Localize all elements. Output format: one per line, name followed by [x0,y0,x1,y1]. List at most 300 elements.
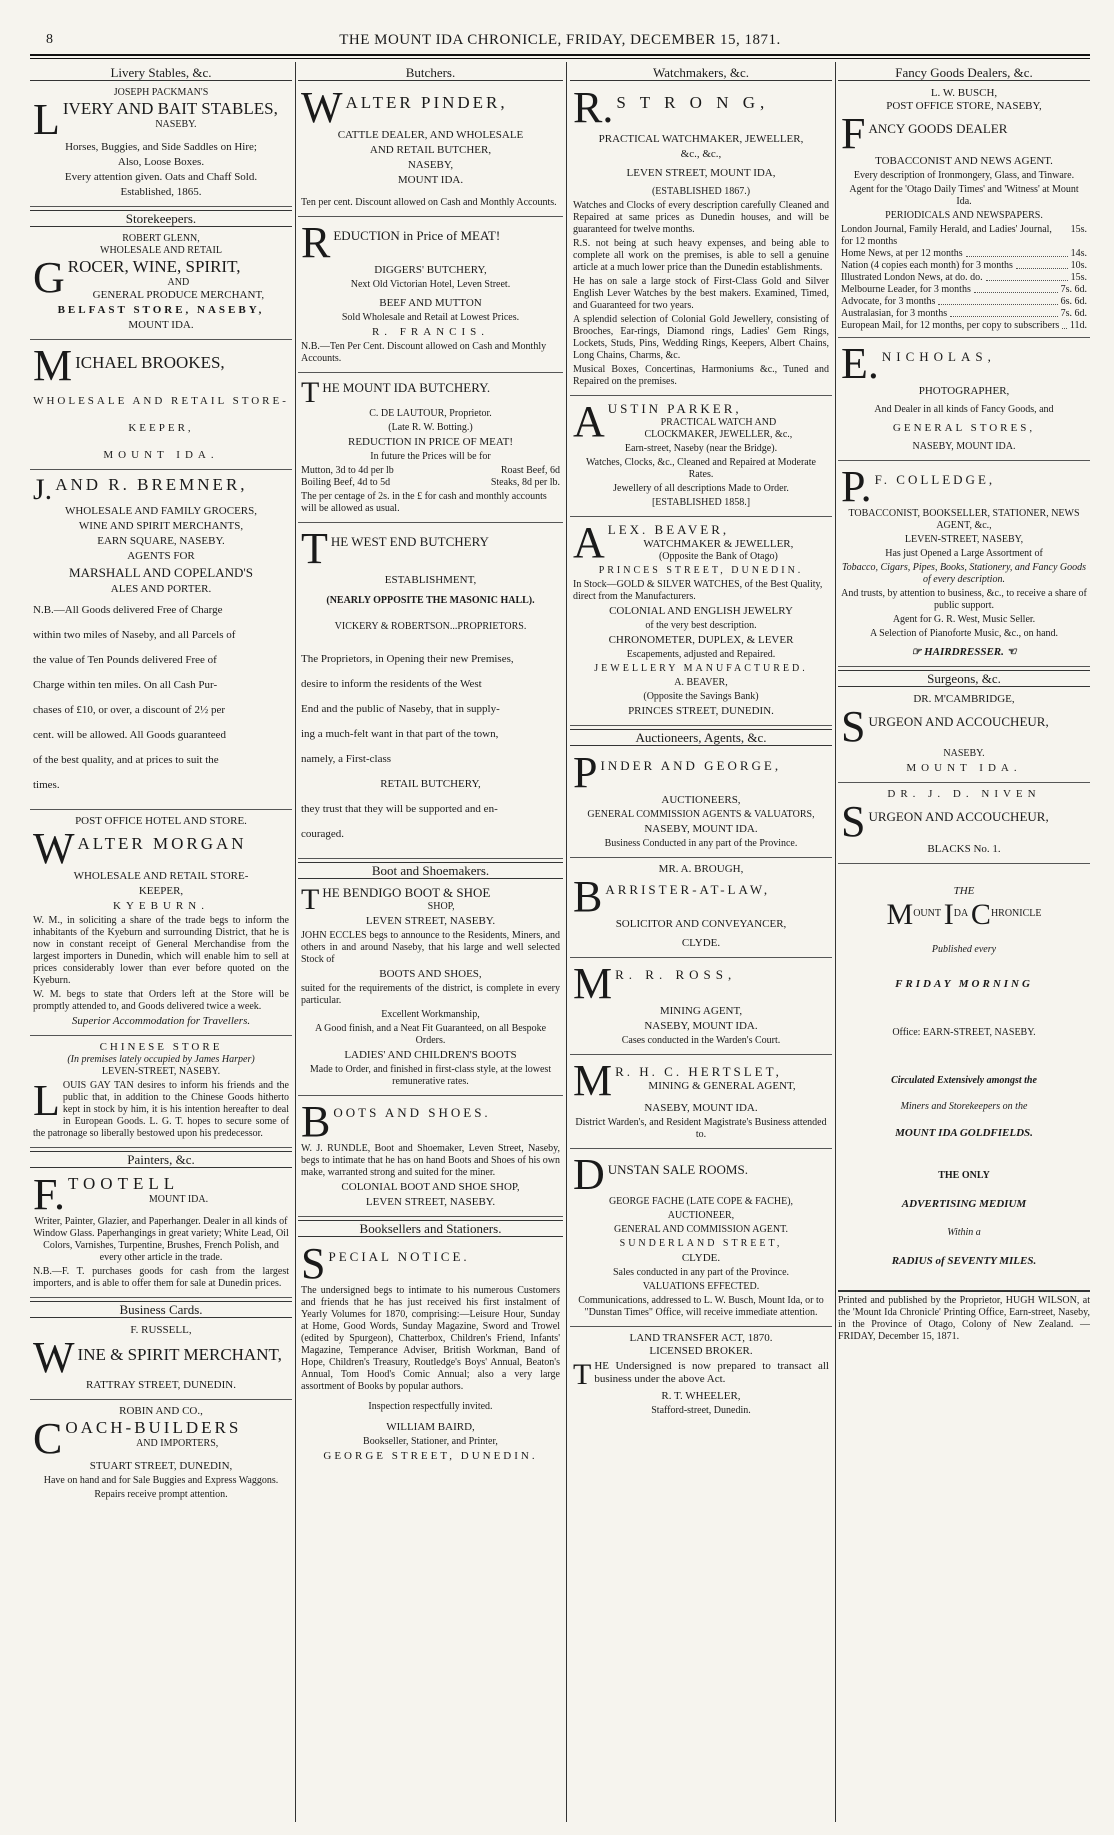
drop-cap: A [573,518,605,567]
ad-text: couraged. [301,828,345,840]
drop-cap: F. [33,1170,65,1219]
ad-text: JEWELLERY MANUFACTURED. [594,663,808,674]
drop-cap: T [301,883,320,916]
ad-text: MOUNT IDA GOLDFIELDS. [895,1127,1033,1139]
price-item: Mutton, 3d to 4d per lb [301,465,394,476]
ad-text: WILLIAM BAIRD, [386,1421,475,1433]
ad-text: W. M., in soliciting a share of the trade begs to inform the inhabitants of the Kyeburn and surrounding District, that he is now in constant receipt of General Merchandise from the largest importers in Dunedin, which will enable him to sell at prices considerably lower than ever before quoted on the Kyeburn. [33,915,289,986]
ad-header: LAND TRANSFER ACT, 1870. [629,1332,773,1344]
ad-text: AGENTS FOR [127,550,195,562]
column-divider [835,62,836,1822]
ad-text: SOLICITOR AND CONVEYANCER, [615,918,787,930]
drop-cap: S [301,1239,326,1288]
column-2 [298,62,563,1822]
ad-owner: JOSEPH PACKMAN'S [113,87,209,98]
drop-cap: M [573,959,613,1008]
price-item: Roast Beef, 6d [500,465,560,476]
drop-cap: D [573,1150,605,1199]
ad-text: PRINCES STREET, DUNEDIN. [628,705,774,717]
ad-text: BELFAST STORE, NASEBY, [57,304,265,316]
title-part: HRONICLE [990,908,1042,919]
ad-morgan [30,813,292,1036]
ad-title: ALTER PINDER, [345,93,508,112]
ad-place: MOUNT IDA. [397,174,464,186]
ad-text: WHOLESALE AND RETAIL STORE- [33,395,289,407]
ad-title: HE WEST END BUTCHERY [330,534,489,549]
ad-text: Every attention given. Oats and Chaff Sold. [64,171,258,183]
ad-text: PRACTICAL WATCHMAKER, JEWELLER, [598,133,804,145]
ad-bendigo [298,883,563,1096]
ad-land-transfer [570,1330,832,1424]
top-rule-thin [30,58,1090,59]
masthead [30,30,1090,52]
ad-text: WHOLESALE AND RETAIL [100,245,222,256]
ad-place: NASEBY. [155,119,197,130]
drop-cap: W [33,824,75,873]
ad-text: the value of Ten Pounds delivered Free of [33,654,217,666]
masthead-title: THE MOUNT IDA CHRONICLE, FRIDAY, DECEMBER 15, 1871. [339,32,781,48]
ad-text: RATTRAY STREET, DUNEDIN. [86,1379,236,1391]
ad-text: Have on hand and for Sale Buggies and Express Waggons. [43,1475,279,1486]
leader-dots [986,272,1068,281]
ad-text: RADIUS of SEVENTY MILES. [891,1255,1037,1267]
ad-text: (Opposite the Bank of Otago) [658,551,778,562]
periodical-row [841,320,1087,332]
page-number: 8 [46,32,54,47]
periodical-price: 15s. [1070,272,1087,283]
ad-text: Communications, addressed to L. W. Busch, Mount Ida, or to "Dunstan Times" Office, will receive immediate attention. [578,1295,824,1318]
ad-text: REDUCTION IN PRICE OF MEAT! [348,436,513,448]
periodical-row [841,308,1087,320]
ad-text: ALES AND PORTER. [110,583,212,595]
ad-text: Established, 1865. [120,186,202,198]
drop-cap: P. [841,462,872,511]
periodical-name: Melbourne Leader, for 3 months [841,284,971,295]
ad-text: AND IMPORTERS, [136,1438,219,1449]
periodical-row [841,224,1087,248]
ad-text: MARSHALL AND COPELAND'S [69,565,253,580]
ad-text: R. T. WHEELER, [661,1390,741,1402]
ad-text: GEORGE FACHE (LATE COPE & FACHE), [608,1196,794,1207]
ad-place: CLYDE. [681,1252,721,1264]
ad-text: RETAIL BUTCHERY, [380,778,481,790]
ad-text: Also, Loose Boxes. [117,156,205,168]
ad-text: Agent for the 'Otago Daily Times' and 'Witness' at Mount Ida. [849,184,1079,207]
ad-text: Every description of Ironmongery, Glass, and Tinware. [853,170,1075,181]
price-row [301,465,560,477]
ad-text: SHOP, [427,901,455,912]
ad-text: A Good finish, and a Neat Fit Guaranteed, on all Bespoke Orders. [314,1023,547,1046]
drop-cap: A [573,397,605,446]
ad-text: PERIODICALS AND NEWSPAPERS. [885,210,1043,221]
ad-baird [298,1241,563,1470]
ad-text: W. J. RUNDLE, Boot and Shoemaker, Leven Street, Naseby, begs to intimate that he has on hand Boots and Shoes of his own make, warranted strong and suited for the miner. [301,1143,560,1178]
ad-text: AND [167,277,190,288]
ad-text: KEEPER, [138,885,184,897]
ad-russell [30,1322,292,1400]
periodical-name: London Journal, Family Herald, and Ladies' Journal, for 12 months [841,224,1052,247]
section-heading: Butchers. [298,65,563,81]
ad-title: PECIAL NOTICE. [328,1249,470,1264]
ad-nicholas [838,341,1090,461]
ad-text: End and the public of Naseby, that in supply- [301,703,500,715]
ad-text: namely, a First-class [301,753,392,765]
drop-cap: L [33,95,60,144]
pointing-hand-icon: ☞ [911,646,922,658]
ad-text: of the very best description. [645,620,757,631]
drop-cap: T [301,376,320,409]
ad-ross [570,961,832,1055]
ad-title: USTIN PARKER, [607,401,742,416]
ad-text: GENERAL AND COMMISSION AGENT. [614,1224,788,1235]
ad-text: NASEBY. [943,748,985,759]
ad-text: PRACTICAL WATCH AND [660,417,777,428]
ad-text: TOBACCONIST AND NEWS AGENT. [875,155,1053,167]
hairdresser-label: HAIRDRESSER. [924,646,1004,658]
price-row [301,477,560,489]
ad-text: BOOTS AND SHOES, [379,968,482,980]
ad-place: LEVEN-STREET, NASEBY. [101,1066,221,1077]
ad-text: N.B.—All Goods delivered Free of Charge [33,604,223,616]
title-part: DA [953,908,969,919]
ad-text: Repairs receive prompt attention. [94,1489,228,1500]
ad-text: BEEF AND MUTTON [379,297,482,309]
ad-dunstan [570,1152,832,1327]
ad-text: EARN SQUARE, NASEBY. [97,535,225,547]
ad-text: Tobacco, Cigars, Pipes, Books, Stationery, and Fancy Goods of every description. [841,562,1087,585]
ad-text: Charge within ten miles. On all Cash Pur- [33,679,218,691]
ad-beaver [570,520,832,726]
leader-dots [938,296,1057,305]
ad-title: EDUCTION in Price of MEAT! [333,228,501,243]
periodical-price: 10s. [1070,260,1087,271]
drop-cap: C [970,898,991,931]
ad-text: Superior Accommodation for Travellers. [71,1015,251,1027]
ad-place: CLYDE. [681,937,721,949]
ad-text: The undersigned begs to intimate to his numerous Customers and friends that he has just received his first instalment of Yearly Volumes for 1870, comprising:—Leisure Hour, Sunday at Home, Good Words, Sunday Magazine, Sword and Trowel (edited by Spurgeon), Chatterbox, Children's Friend, Infants' Magazine, Temperance Adviser, British Workman, Band of Hope, Children's Treasury, Routledge's Boys' Annual, Beaton's Annual, Tom Hood's Comic Annual; also a very large assortment of Books by popular authors. [301,1285,560,1392]
ad-pinder [298,85,563,217]
ad-text: Jewellery of all descriptions Made to Order. [613,483,789,494]
column-4 [838,62,1090,1822]
drop-cap: T [301,524,328,573]
ad-text: AUCTIONEERS, [661,794,741,806]
ad-text: (Opposite the Savings Bank) [643,691,759,702]
ad-text: A splendid selection of Colonial Gold Jewellery, consisting of Brooches, Ear-rings, Diamond rings, Ladies' Gem Rings, Lockets, Studs, Pins, Wedding Rings, Keepers, Albert Chains, Long Chains, Charms, &c. [573,314,829,361]
ad-title: ANCY GOODS DEALER [868,121,1008,136]
ad-text: they trust that they will be supported and en- [301,803,498,815]
ad-owner: DR. J. D. NIVEN [887,788,1041,800]
ad-text: And trusts, by attention to business, &c., to receive a share of public support. [841,588,1087,611]
ad-title: AND R. BREMNER, [55,475,248,494]
ad-glenn [30,231,292,340]
ad-text: JOHN ECCLES begs to announce to the Residents, Miners, and others in and around Naseby, that his large and well selected Stock of [301,930,560,965]
drop-cap: M [886,898,914,931]
pointing-hand-icon: ☜ [1006,646,1017,658]
drop-cap: S [841,702,866,751]
ad-text: In Stock—GOLD & SILVER WATCHES, of the Best Quality, direct from the Manufacturers. [573,579,823,602]
ad-text: LADIES' AND CHILDREN'S BOOTS [344,1049,517,1061]
ad-text: WATCHMAKER & JEWELLER, [643,538,794,550]
ad-text: STUART STREET, DUNEDIN, [89,1460,233,1472]
ad-title: INE & SPIRIT MERCHANT, [77,1345,282,1364]
ad-text: VALUATIONS EFFECTED. [642,1281,760,1292]
ad-title: S T R O N G, [616,93,770,112]
ad-text: Escapements, adjusted and Repaired. [626,649,776,660]
ad-text: TOBACCONIST, BOOKSELLER, STATIONER, NEWS AGENT, &c., [848,508,1080,531]
section-heading: Auctioneers, Agents, &c. [570,729,832,746]
periodical-price: 6s. 6d. [1060,296,1087,307]
periodical-name: European Mail, for 12 months, per copy to subscribers [841,320,1060,331]
title-part: OUNT [913,908,941,919]
ad-strong [570,85,832,396]
ad-title: ICHAEL BROOKES, [75,353,225,372]
periodical-price: 14s. [1070,248,1087,259]
ad-text: WHOLESALE AND RETAIL STORE- [73,870,249,882]
ad-text: desire to inform the residents of the West [301,678,482,690]
ad-title: TOOTELL [67,1174,180,1193]
ad-parker [570,399,832,517]
ad-text: GENERAL STORES, [892,422,1036,434]
ad-text: N.B.—Ten Per Cent. Discount allowed on Cash and Monthly Accounts. [301,341,547,364]
drop-cap: R. [573,83,614,132]
ad-text: [ESTABLISHED 1858.] [651,497,751,508]
ad-text: Within a [947,1227,981,1238]
ad-west-end [298,526,563,859]
periodical-name: Home News, at per 12 months [841,248,963,259]
ad-text: R.S. not being at such heavy expenses, and being able to complete all work on the premises, is able to sell a genuine article at a much lower price than the Dunedin establishments. [573,238,829,273]
periodical-name: Australasian, for 3 months [841,308,948,319]
section-heading: Business Cards. [30,1301,292,1318]
ad-text: A. BEAVER, [674,677,728,688]
ad-title: F. COLLEDGE, [874,472,996,487]
leader-dots [1016,260,1068,269]
ad-text: LEVEN-STREET, NASEBY, [904,534,1024,545]
drop-cap: R [301,218,331,267]
periodical-price: 7s. 6d. [1060,308,1087,319]
periodical-price: 7s. 6d. [1060,284,1087,295]
column-1 [30,62,292,1822]
ad-text: OUIS GAY TAN desires to inform his friends and the public that, in addition to the Chinese Goods hitherto kept in stock by him, it is his intention hereafter to deal in European Goods. L. G. T. hopes to secure some of the patronage so liberally bestowed upon his predecessor. [33,1080,289,1139]
ad-text: W. M. begs to state that Orders left at the Store will be promptly attended to, and Goods delivered twice a week. [33,989,289,1012]
ad-title: ALTER MORGAN [77,834,247,853]
ad-text: THE [953,885,975,897]
ad-text: CHRONOMETER, DUPLEX, & LEVER [608,634,794,646]
chronicle-title [841,898,1087,931]
ad-text: Miners and Storekeepers on the [900,1101,1028,1112]
ad-text: within two miles of Naseby, and all Parcels of [33,629,236,641]
ad-owner: L. W. BUSCH, [930,87,998,99]
ad-text: SUNDERLAND STREET, [619,1238,783,1249]
periodicals-list [841,224,1087,332]
ad-text: ESTABLISHMENT, [384,574,477,586]
ad-chinese-store [30,1039,292,1148]
ad-text: Published every [931,944,997,955]
ad-title: HE BENDIGO BOOT & SHOE [322,885,491,900]
ad-text: Next Old Victorian Hotel, Leven Street. [350,279,511,290]
ad-text: Ten per cent. Discount allowed on Cash and Monthly Accounts. [301,197,557,208]
ad-header: POST OFFICE HOTEL AND STORE. [75,815,247,827]
top-rule [30,54,1090,56]
ad-text: Horses, Buggies, and Side Saddles on Hire; [65,141,257,153]
drop-cap: G [33,253,65,302]
drop-cap: C [33,1414,63,1463]
ad-text: GENERAL COMMISSION AGENTS & VALUATORS, [587,809,815,820]
ad-title: CHINESE STORE [99,1041,223,1053]
leader-dots [1062,320,1067,329]
ad-text: KEEPER, [128,422,194,434]
ad-title: IVERY AND BAIT STABLES, [62,99,278,118]
ad-text: Bookseller, Stationer, and Printer, [363,1436,498,1447]
ad-text: MINING & GENERAL AGENT, [648,1080,796,1092]
ad-brough [570,861,832,958]
ad-text: suited for the requirements of the district, is complete in every particular. [301,983,560,1006]
section-heading: Surgeons, &c. [838,670,1090,687]
ad-place: MOUNT IDA. [906,762,1022,774]
ad-rundle [298,1099,563,1217]
ad-owner: DR. M'CAMBRIDGE, [913,693,1015,705]
ad-text: GEORGE STREET, DUNEDIN. [323,1450,538,1462]
ad-text: THE ONLY [938,1170,990,1181]
ad-text: LEVEN STREET, NASEBY. [365,915,496,927]
ad-text: The per centage of 2s. in the £ for cash and monthly accounts will be allowed as usual. [301,491,547,514]
ad-text: HE Undersigned is now prepared to transact all business under the above Act. [594,1360,829,1385]
ad-colledge [838,464,1090,667]
ad-niven [838,786,1090,864]
periodical-name: Nation (4 copies each month) for 3 months [841,260,1013,271]
drop-cap: J. [33,473,53,506]
ad-text: GENERAL PRODUCE MERCHANT, [92,289,265,301]
price-item: Steaks, 8d per lb. [490,477,560,488]
ad-text: Inspection respectfully invited. [368,1401,493,1412]
periodical-row [841,296,1087,308]
section-heading: Booksellers and Stationers. [298,1220,563,1237]
periodical-row [841,272,1087,284]
periodical-row [841,248,1087,260]
ad-place: MOUNT IDA. [148,1194,209,1205]
ad-owner: ROBERT GLENN, [122,233,200,244]
column-divider [295,62,296,1822]
periodical-price: 15s. [1070,224,1087,235]
periodical-row [841,284,1087,296]
ad-text [841,646,1087,659]
ad-text: WHOLESALE AND FAMILY GROCERS, [64,505,257,517]
ad-text: Excellent Workmanship, [381,1009,480,1020]
drop-cap: T [573,1358,592,1391]
ad-text: Watches, Clocks, &c., Cleaned and Repaired at Moderate Rates. [586,457,816,480]
periodical-name: Illustrated London News, at do. do. [841,272,983,283]
periodical-price: 11d. [1069,320,1087,331]
ad-text: LEVEN STREET, MOUNT IDA, [626,167,776,179]
column-3 [570,62,832,1822]
ad-bremner [30,473,292,810]
drop-cap: I [943,898,954,931]
ad-title: INDER AND GEORGE, [600,758,782,773]
ad-text: Sold Wholesale and Retail at Lowest Prices. [341,312,520,323]
ad-pinder-george [570,750,832,858]
ad-robin [30,1403,292,1508]
ad-title: NICHOLAS, [881,349,996,364]
ad-text: POST OFFICE STORE, NASEBY, [886,100,1042,112]
ad-text: Writer, Painter, Glazier, and Paperhanger. Dealer in all kinds of Window Glass. Paperhangings in great variety; White Lead, Oil Colors, Varnishes, Turpentine, Brushes, French Polish, and every other article in the trade. [33,1216,289,1263]
ad-text: ADVERTISING MEDIUM [901,1198,1027,1210]
ad-text: CLOCKMAKER, JEWELLER, &c., [644,429,793,440]
ad-text: R. FRANCIS. [371,326,490,338]
drop-cap: W [301,83,343,132]
column-divider [566,62,567,1822]
ad-notice [301,653,560,841]
ad-text: PHOTOGRAPHER, [918,385,1010,397]
ad-place: MOUNT IDA. [103,449,219,461]
ad-text: COLONIAL AND ENGLISH JEWELRY [609,605,793,617]
ad-text: NASEBY, MOUNT IDA. [644,1102,758,1114]
ad-title: URGEON AND ACCOUCHEUR, [868,714,1049,729]
ad-text: LICENSED BROKER. [649,1345,753,1357]
ad-chronicle [838,867,1090,1292]
ad-title: LEX. BEAVER, [607,522,730,537]
periodical-row [841,260,1087,272]
ad-text: Musical Boxes, Concertinas, Harmoniums &c., Tuned and Repaired on the premises. [573,364,829,387]
section-heading: Watchmakers, &c. [570,65,832,81]
ad-title: UNSTAN SALE ROOMS. [607,1162,748,1177]
imprint: Printed and published by the Proprietor, HUGH WILSON, at the 'Mount Ida Chronicle' Printing Office, Earn-street, Naseby, in the Province of Otago, Colony of New Zealand. —FRIDAY, December 15, 1871. [838,1295,1090,1342]
ad-notice [33,604,289,792]
ad-text: C. DE LAUTOUR, Proprietor. [369,408,492,419]
ad-title: OACH-BUILDERS [65,1418,242,1437]
ad-brookes [30,343,292,470]
ad-owner: F. RUSSELL, [130,1324,192,1336]
ad-text: WINE AND SPIRIT MERCHANTS, [78,520,244,532]
ad-text: NASEBY, [407,159,454,171]
ad-place: BLACKS No. 1. [927,843,1001,855]
ad-title: HE MOUNT IDA BUTCHERY. [322,380,491,395]
ad-busch [838,85,1090,338]
ad-title: URGEON AND ACCOUCHEUR, [868,809,1049,824]
ad-text: CATTLE DEALER, AND WHOLESALE [337,129,524,141]
ad-ida-butchery [298,376,563,523]
ad-text: District Warden's, and Resident Magistrate's Business attended to. [575,1117,827,1140]
ad-text: MINING AGENT, [659,1005,743,1017]
section-heading: Livery Stables, &c. [30,65,292,81]
ad-place: MOUNT IDA. [128,319,194,331]
ad-text: Sales conducted in any part of the Province. [612,1267,790,1278]
ad-text: N.B.—F. T. purchases goods for cash from the largest importers, and is able to offer them for sale at Dunedin prices. [33,1266,289,1289]
ad-title: ROCER, WINE, SPIRIT, [67,257,241,276]
ad-mcambridge [838,691,1090,783]
ad-text: Made to Order, and finished in first-class style, at the lowest remunerative rates. [309,1064,552,1087]
ad-text: Has just Opened a Large Assortment of [885,548,1043,559]
ad-text: (In premises lately occupied by James Harper) [67,1054,255,1065]
price-item: Boiling Beef, 4d to 5d [301,477,391,488]
ad-francis [298,220,563,373]
section-heading: Fancy Goods Dealers, &c. [838,65,1090,81]
periodical-name: Advocate, for 3 months [841,296,936,307]
ad-text: He has on sale a large stock of First-Class Gold and Silver English Lever Watches by the best makers. Examined, Timed, and Guaranteed for two years. [573,276,829,311]
ad-text: times. [33,779,60,791]
ad-text: NASEBY, MOUNT IDA. [644,823,758,835]
ad-text: VICKERY & ROBERTSON...PROPRIETORS. [334,621,527,632]
ad-text: of the best quality, and at prices to suit the [33,754,219,766]
drop-cap: F [841,109,866,158]
ad-text: Stafford-street, Dunedin. [651,1405,751,1416]
leader-dots [950,308,1058,317]
section-heading: Painters, &c. [30,1151,292,1168]
drop-cap: B [301,1097,331,1146]
ad-title: R. R. ROSS, [615,967,737,982]
ad-text: Cases conducted in the Warden's Court. [621,1035,781,1046]
ad-text: And Dealer in all kinds of Fancy Goods, and [874,404,1054,415]
ad-place: NASEBY, MOUNT IDA. [912,441,1016,452]
ad-text: FRIDAY MORNING [895,978,1033,990]
